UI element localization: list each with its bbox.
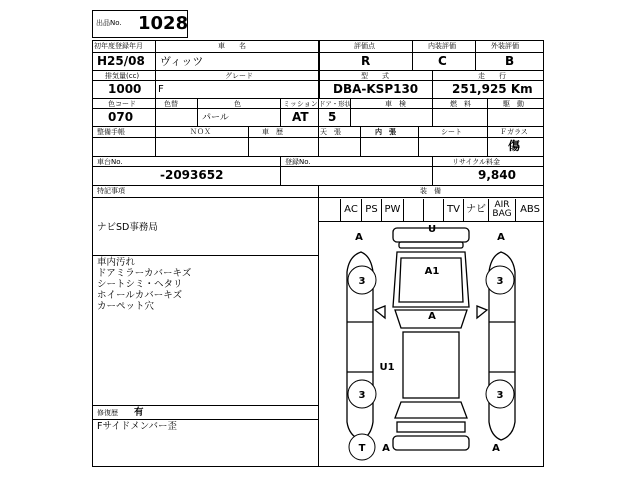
windshield-label: Ｆガラス [500,128,528,136]
year-value: H25/08 [97,54,145,68]
col-line [432,98,433,126]
col-line [155,40,156,70]
nox-label: ＮＯＸ [190,128,211,136]
inspection-label: 車 検 [385,100,406,108]
col-line [487,126,488,156]
mileage-value: 251,925 Km [452,82,533,96]
mark-top-right: A [497,232,505,243]
notes-label: 特記事項 [97,187,125,195]
mark-wheel-rr: 3 [496,390,504,401]
color-change-label: 色替 [164,100,178,108]
grade-value: F [158,84,164,95]
lot-number: 1028 [138,13,189,34]
col-line [280,98,281,126]
car-damage-diagram [319,222,543,466]
trim-label: 内 張 [375,128,396,136]
chassis-value: -2093652 [160,168,224,182]
note-line: ナビSD事務局 [97,222,158,233]
model-label: 型 式 [361,72,389,80]
interior-grade-label: 内装評価 [428,42,456,50]
col-line [412,40,413,70]
col-line [155,98,156,126]
interior-note: ドアミラーカバーキズ [97,268,192,279]
repair-value: 有 [134,407,144,418]
recycle-label: リサイクル料金 [452,158,501,166]
mark-bottom-a1: A [382,443,390,454]
mark-wheel-rl: 3 [358,390,366,401]
ceiling-label: 天 張 [320,128,341,136]
mark-bottom-t: T [358,443,366,454]
col-line [248,126,249,156]
interior-note: シートシミ・ヘタリ [97,279,183,290]
displacement-value: 1000 [108,82,142,96]
chassis-label: 車台No. [97,158,123,166]
col-line [155,126,156,156]
interior-grade-value: C [438,54,447,68]
score-value: R [361,54,371,68]
model-value: DBA-KSP130 [333,82,419,96]
manual-label: 整備手帳 [97,128,125,136]
equip-tv: TV [444,199,464,221]
equip-navi: ナビ [464,199,489,221]
col-line [432,70,433,98]
repair-divider [92,405,318,406]
exterior-grade-label: 外装評価 [491,42,519,50]
col-line [197,98,198,126]
col-line [487,98,488,126]
color-code-value: 070 [108,110,134,124]
name-value: ヴィッツ [160,55,204,68]
interior-note: カーペット穴 [97,301,155,312]
col-line [318,40,320,70]
equip-ps: PS [362,199,382,221]
color-label: 色 [234,100,241,108]
year-label: 初年度登録年月 [94,42,143,50]
repair-line [92,419,318,420]
col-line [475,40,476,70]
col-line [318,70,320,98]
grade-label: グレード [225,72,253,80]
mark-top-center: U [427,224,437,235]
interior-note: 車内汚れ [97,257,136,268]
interior-note: ホイールカバーキズ [97,290,183,301]
col-line [360,126,361,156]
col-line [432,156,433,185]
displacement-label: 排気量(cc) [105,72,140,80]
mark-top-left: A [355,232,363,243]
equip-empty-2 [424,199,444,221]
mark-side: U1 [379,362,395,373]
registration-label: 登録No. [285,158,311,166]
mark-bottom-a2: A [492,443,500,454]
color-code-label: 色コード [108,100,136,108]
equipment-label: 装 備 [420,187,441,195]
row-line [92,156,544,157]
mark-hood: A1 [424,266,440,277]
equip-abs: ABS [520,204,540,215]
mark-roof: A [428,311,436,322]
score-label: 評価点 [354,42,375,50]
equip-empty-1 [404,199,424,221]
col-line [155,70,156,98]
mark-wheel-fl: 3 [358,276,366,287]
transmission-label: ミッション [283,100,318,108]
mileage-label: 走 行 [478,72,506,80]
recycle-value: 9,840 [478,168,516,182]
col-line [280,156,281,185]
name-label: 車 名 [218,42,246,50]
history-label: 車 歴 [262,128,283,136]
equip-pw: PW [382,199,404,221]
drive-label: 駆 動 [503,100,524,108]
repair-label: 修復歴 [97,409,118,417]
mark-wheel-fr: 3 [496,276,504,287]
seat-label: シート [441,128,462,136]
windshield-value: 傷 [508,139,521,153]
lot-label: 出品No. [96,19,122,27]
doors-value: 5 [328,110,337,124]
col-line [318,126,319,156]
fuel-label: 燃 料 [450,100,471,108]
notes-divider [92,255,318,256]
repair-note: Fサイドメンバー歪 [97,421,178,432]
color-value: パール [202,113,229,123]
col-line [418,126,419,156]
equip-ac: AC [340,199,362,221]
exterior-grade-value: B [505,54,515,68]
equip-airbag: AIR BAG [489,199,516,221]
doors-label: ドア・形状 [319,100,352,108]
transmission-value: AT [292,110,309,124]
